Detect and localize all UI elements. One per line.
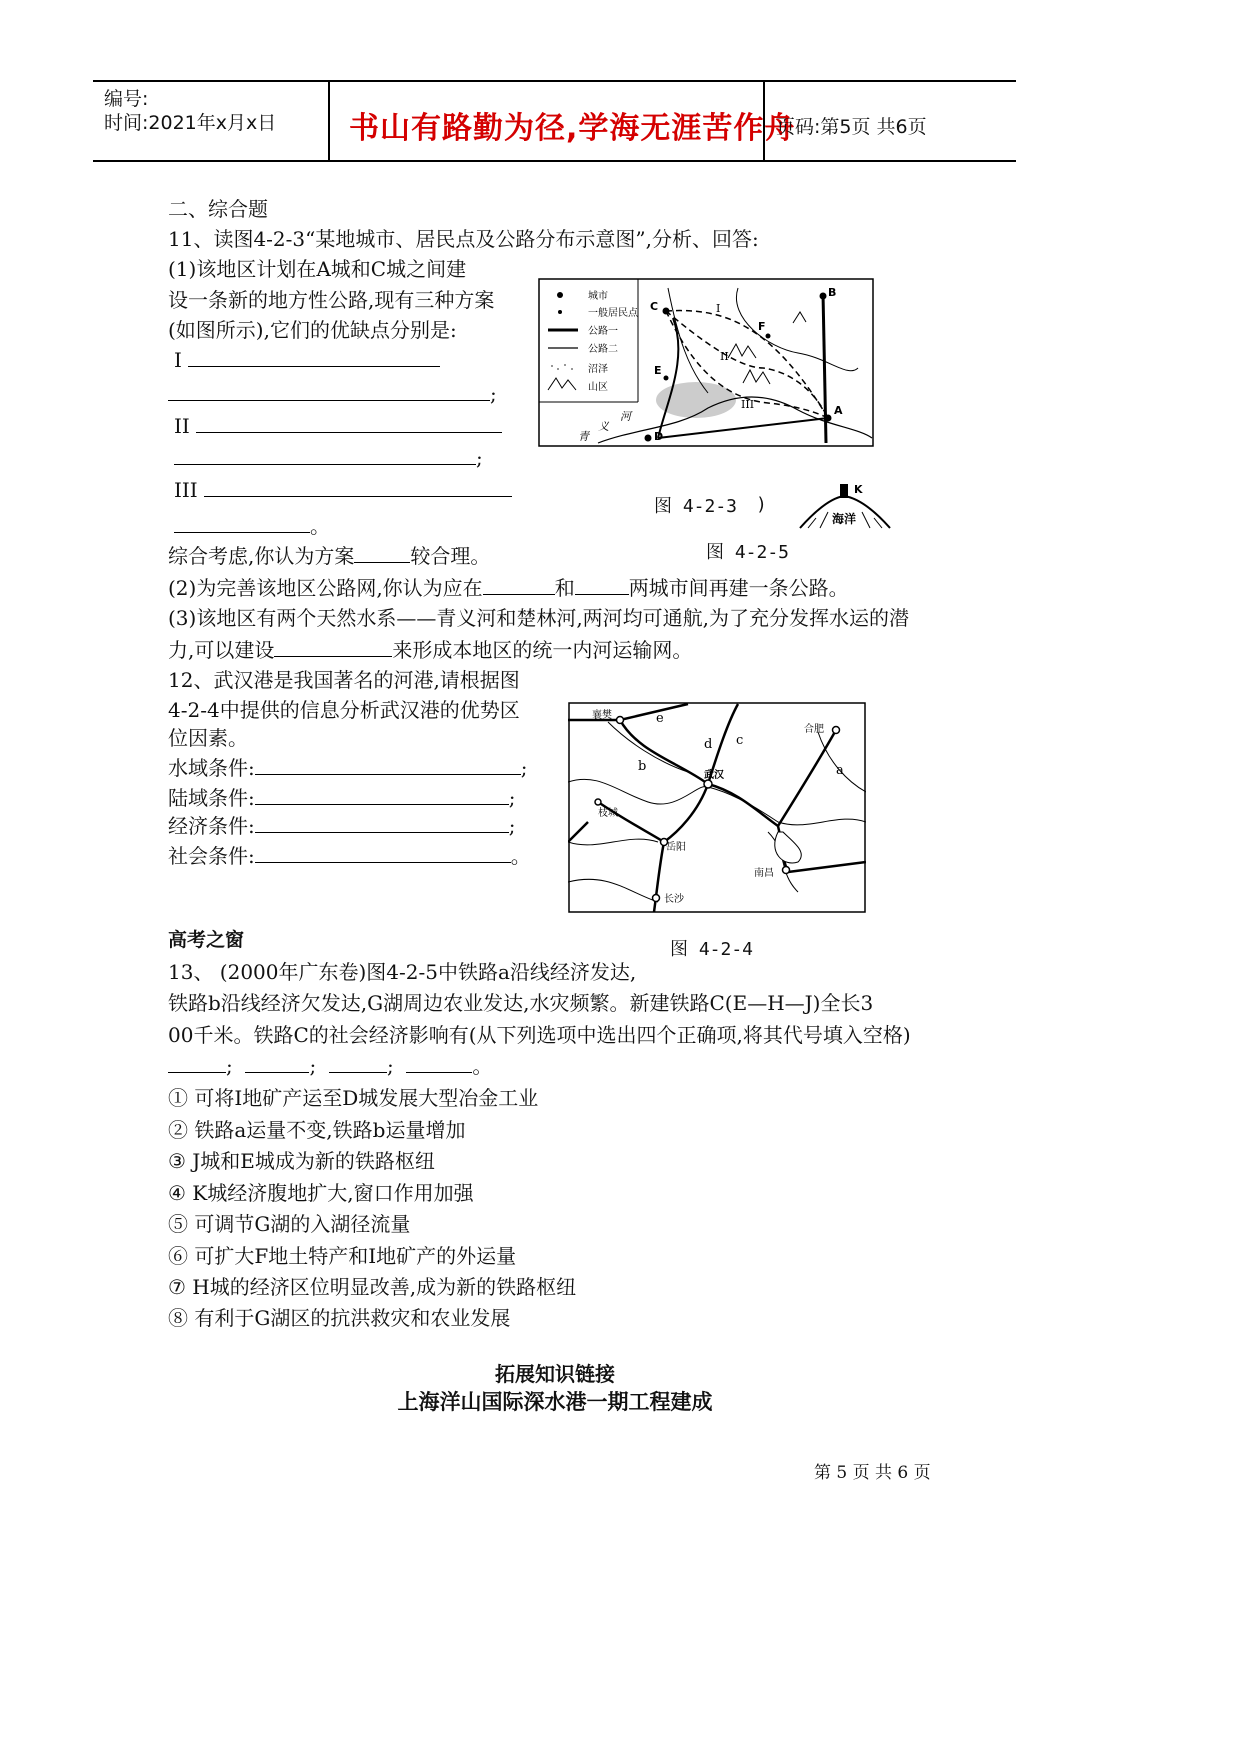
city-zhicheng (595, 799, 601, 805)
q11-p1-line2: 设一条新的地方性公路,现有三种方案 (168, 288, 495, 312)
scheme-blank[interactable] (354, 544, 410, 563)
q13-option-6: ⑥ 可扩大F地土特产和I地矿产的外运量 (168, 1244, 517, 1268)
number-label: 编号: (104, 88, 149, 110)
svg-text:F: F (758, 320, 766, 333)
q13-option-3: ③ J城和E城成为新的铁路枢纽 (168, 1149, 435, 1173)
rail-d: d (704, 737, 713, 752)
opt3-blank2[interactable] (174, 514, 310, 533)
rail-c: c (736, 733, 744, 748)
q13-option-2: ② 铁路a运量不变,铁路b运量增加 (168, 1118, 466, 1142)
q11-opt1-line2: ; (168, 382, 497, 406)
page-label: 页码:第5页 共6页 (776, 116, 927, 138)
rail-b: b (638, 759, 647, 774)
q11-p1-line3: (如图所示),它们的优缺点分别是: (168, 318, 457, 342)
q11-opt3-line2: 。 (174, 510, 330, 539)
q12-society: 社会条件: 。 (168, 844, 531, 868)
legend-swamp: 沼泽 (588, 364, 608, 375)
river-label-2: 义 (598, 420, 609, 433)
city-hefei (833, 727, 840, 734)
q11-opt3 (174, 478, 512, 502)
canal-blank[interactable] (274, 638, 392, 657)
legend-road2: 公路二 (588, 344, 618, 355)
society-blank[interactable] (255, 844, 511, 863)
figure-4-2-3 (538, 278, 874, 448)
opt2-label: II (174, 414, 190, 438)
river-label-3: 河 (620, 410, 631, 423)
opt3-label: III (174, 478, 198, 502)
city-a (825, 415, 832, 422)
q13-option-4: ④ K城经济腹地扩大,窗口作用加强 (168, 1181, 474, 1205)
q12-line2: 4-2-4中提供的信息分析武汉港的优势区 (168, 698, 520, 722)
legend-mountain: 山区 (588, 382, 608, 393)
city-xiangfan (617, 717, 624, 724)
route-1: I (716, 302, 721, 315)
svg-text:岳阳: 岳阳 (666, 842, 686, 853)
q12-water: 水域条件: ; (168, 756, 528, 780)
q13-option-5: ⑤ 可调节G湖的入湖径流量 (168, 1212, 411, 1236)
svg-text:B: B (828, 286, 837, 299)
q11-conclusion: 综合考虑,你认为方案 较合理。 (168, 544, 491, 568)
rail-a: a (836, 763, 844, 778)
city2-blank[interactable] (575, 576, 629, 595)
svg-text:南昌: 南昌 (754, 868, 774, 879)
svg-text:A: A (834, 404, 843, 417)
route-3: III (741, 398, 755, 411)
fig425-caption: 图 4-2-5 (706, 542, 790, 563)
city-changsha (653, 895, 660, 902)
city-c (663, 308, 670, 315)
land-blank[interactable] (255, 786, 509, 805)
river-label-1: 青 (578, 430, 589, 443)
time-label: 时间:2021年x月x日 (104, 112, 277, 134)
section-title: 二、综合题 (168, 197, 268, 221)
gaokao-title: 高考之窗 (168, 929, 245, 951)
opt1-label: I (174, 348, 182, 372)
svg-text:合肥: 合肥 (804, 724, 824, 735)
opt1-blank[interactable] (188, 348, 440, 367)
svg-text:C: C (650, 300, 659, 313)
q13-line3: 00千米。铁路C的社会经济影响有(从下列选项中选出四个正确项,将其代号填入空格) (168, 1023, 911, 1047)
svg-text:长沙: 长沙 (664, 894, 684, 905)
city-wuhan (704, 780, 712, 788)
q11-opt2 (174, 414, 502, 438)
q13-blank-2[interactable] (245, 1054, 309, 1073)
city-f (766, 334, 771, 339)
city1-blank[interactable] (483, 576, 555, 595)
opt2-blank2[interactable] (174, 446, 476, 465)
figure-4-2-4 (568, 702, 866, 914)
city-b (820, 293, 827, 300)
q12-line3: 位因素。 (168, 726, 248, 750)
svg-text:襄樊: 襄樊 (592, 710, 612, 721)
q11-p1-line1: (1)该地区计划在A城和C城之间建 (168, 257, 467, 281)
water-blank[interactable] (255, 756, 521, 775)
q13-option-7: ⑦ H城的经济区位明显改善,成为新的铁路枢纽 (168, 1275, 577, 1299)
q13-option-8: ⑧ 有利于G湖区的抗洪救灾和农业发展 (168, 1306, 511, 1330)
city-nanchang (783, 867, 790, 874)
q13-line2: 铁路b沿线经济欠发达,G湖周边农业发达,水灾频繁。新建铁路C(E—H—J)全长3 (168, 991, 874, 1015)
opt3-blank[interactable] (204, 478, 512, 497)
q13-blank-1[interactable] (168, 1054, 226, 1073)
q13-blank-3[interactable] (329, 1054, 387, 1073)
q13-blanks: ; ; ; 。 (168, 1050, 492, 1079)
svg-text:D: D (654, 430, 664, 443)
q12-line1: 12、武汉港是我国著名的河港,请根据图 (168, 668, 520, 692)
opt1-blank2[interactable] (168, 382, 490, 401)
svg-text:武汉: 武汉 (704, 770, 724, 781)
q11-p3-line1: (3)该地区有两个天然水系——青义河和楚林河,两河均可通航,为了充分发挥水运的潜 (168, 606, 910, 630)
fig424-caption: 图 4-2-4 (670, 939, 754, 960)
extension-subtitle: 上海洋山国际深水港一期工程建成 (397, 1389, 713, 1414)
city-d (645, 435, 652, 442)
figure-4-2-5 (796, 480, 896, 532)
q13-line1: 13、 (2000年广东卷)图4-2-5中铁路a沿线经济发达, (168, 960, 637, 984)
route-2: II (720, 350, 729, 363)
opt2-blank[interactable] (196, 414, 502, 433)
motto: 书山有路勤为径,学海无涯苦作舟 (349, 111, 796, 146)
legend-settlement: 一般居民点 (588, 308, 638, 319)
legend-city: 城市 (588, 291, 608, 302)
q12-land: 陆域条件: ; (168, 786, 516, 810)
q11-p2: (2)为完善该地区公路网,你认为应在 和 两城市间再建一条公路。 (168, 576, 849, 600)
q13-blank-4[interactable] (406, 1054, 472, 1073)
extension-title: 拓展知识链接 (495, 1362, 615, 1386)
economy-blank[interactable] (255, 814, 509, 833)
q13-option-1: ① 可将I地矿产运至D城发展大型冶金工业 (168, 1086, 539, 1110)
q11-p3-line2: 力,可以建设 来形成本地区的统一内河运输网。 (168, 638, 693, 662)
fig425-paren: ) (756, 494, 767, 515)
q11-opt2-line2: ; (174, 446, 483, 470)
svg-text:E: E (654, 364, 662, 377)
rail-e: e (656, 711, 664, 726)
label-sea: 海洋 (832, 512, 857, 526)
q11-stem: 11、读图4-2-3“某地城市、居民点及公路分布示意图”,分析、回答: (168, 227, 759, 251)
page-footer: 第 5 页 共 6 页 (814, 1463, 931, 1483)
svg-text:枝城: 枝城 (598, 808, 618, 819)
legend-road1: 公路一 (588, 326, 618, 337)
q12-economy: 经济条件: ; (168, 814, 516, 838)
city-e (664, 376, 669, 381)
label-k: K (854, 483, 863, 496)
q11-opt1 (174, 348, 440, 372)
fig423-caption: 图 4-2-3 (654, 496, 738, 517)
